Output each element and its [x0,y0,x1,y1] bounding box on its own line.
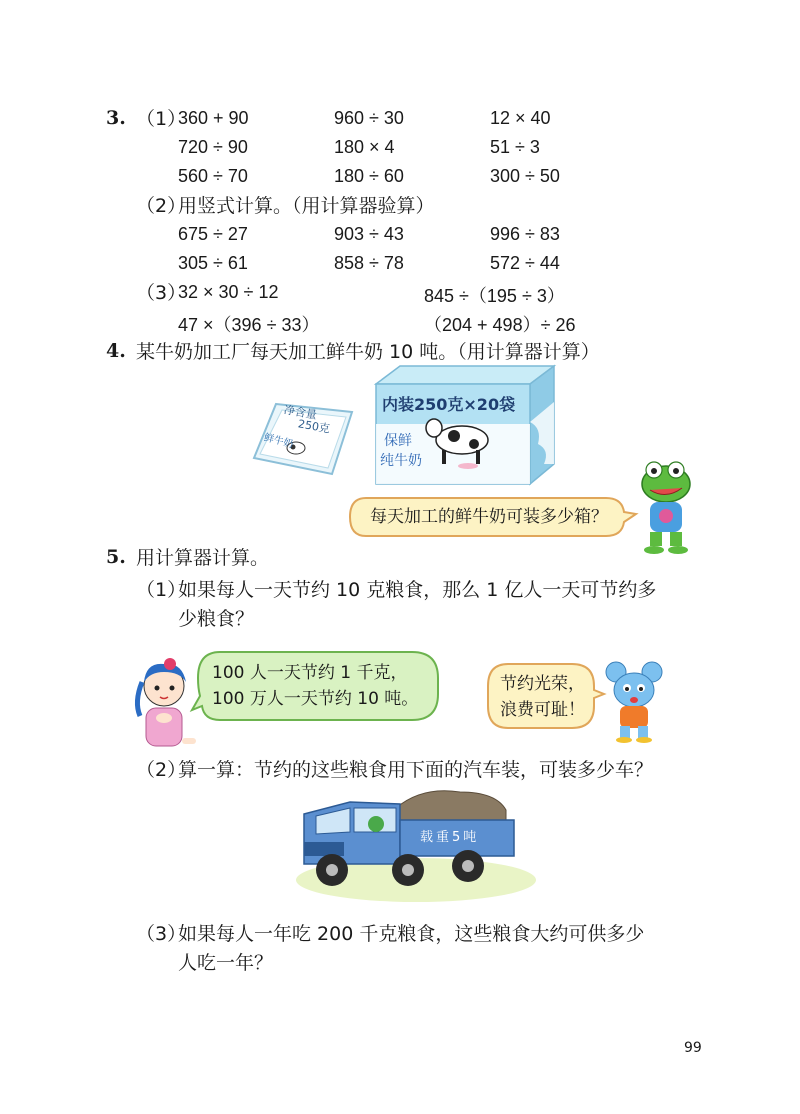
milk-bag-label-1: 净含量 [283,403,318,422]
q3-expr: 845 ÷（195 ÷ 3） [424,286,565,306]
milk-bag-label-3: 鲜牛奶 [262,432,295,451]
question-3-number: 3. [106,107,126,129]
q5-part3-label: （3） [136,923,187,945]
milk-box-side-1: 保鲜 [384,433,412,449]
mouse-character [600,660,670,744]
q3-expr: 51 ÷ 3 [490,137,540,157]
q5-part2-label: （2） [136,759,187,781]
q4-text: 某牛奶加工厂每天加工鲜牛奶 10 吨。（用计算器计算） [136,341,600,363]
truck-label: 载重5吨 [420,830,480,845]
q3-expr: 675 ÷ 27 [178,224,248,244]
question-4-number: 4. [106,340,126,362]
milk-bag-label-2: 250克 [297,417,331,436]
page-number: 99 [684,1040,702,1056]
q3-expr: 300 ÷ 50 [490,166,560,186]
q3-expr: 572 ÷ 44 [490,253,560,273]
q3-part2-text: 用竖式计算。（用计算器验算） [178,195,435,217]
milk-box-illustration [370,362,560,492]
truck-illustration [292,786,534,904]
q5-part2-text: 算一算：节约的这些粮食用下面的汽车装，可装多少车？ [178,759,654,781]
q3-expr: 903 ÷ 43 [334,224,404,244]
q3-expr: 47 ×（396 ÷ 33） [178,315,320,335]
q5-part3-line2: 人吃一年？ [178,952,274,974]
q3-expr: 858 ÷ 78 [334,253,404,273]
q3-expr: 180 × 4 [334,137,395,157]
q3-part2-label: （2） [136,195,187,217]
q3-expr: 720 ÷ 90 [178,137,248,157]
q5-text: 用计算器计算。 [136,547,270,569]
mouse-bubble-line-2: 浪费可耻！ [500,700,585,720]
q5-part1-line2: 少粮食？ [178,608,255,630]
milk-box-side-2: 纯牛奶 [380,453,422,469]
frog-character [634,460,700,558]
q5-part1-label: （1） [136,579,187,601]
girl-bubble-line-2: 100 万人一天节约 10 吨。 [212,689,419,709]
q3-part1-label: （1） [136,108,187,130]
milk-box-label: 内装250克×20袋 [382,395,516,414]
girl-bubble-line-1: 100 人一天节约 1 千克， [212,663,408,683]
q5-part3-line1: 如果每人一年吃 200 千克粮食，这些粮食大约可供多少 [178,923,645,945]
q5-part1-line1: 如果每人一天节约 10 克粮食，那么 1 亿人一天可节约多 [178,579,657,601]
mouse-bubble-line-1: 节约光荣， [500,674,585,694]
q3-expr: 560 ÷ 70 [178,166,248,186]
question-5-number: 5. [106,546,126,568]
q3-expr: 996 ÷ 83 [490,224,560,244]
q3-expr: 32 × 30 ÷ 12 [178,282,279,302]
q3-expr: 360 + 90 [178,108,249,128]
q3-part3-label: （3） [136,282,187,304]
q3-expr: 12 × 40 [490,108,551,128]
q3-expr: 960 ÷ 30 [334,108,404,128]
q4-bubble-text: 每天加工的鲜牛奶可装多少箱？ [370,507,608,527]
q3-expr: 305 ÷ 61 [178,253,248,273]
q3-expr: 180 ÷ 60 [334,166,404,186]
q3-expr: （204 + 498）÷ 26 [424,315,576,335]
